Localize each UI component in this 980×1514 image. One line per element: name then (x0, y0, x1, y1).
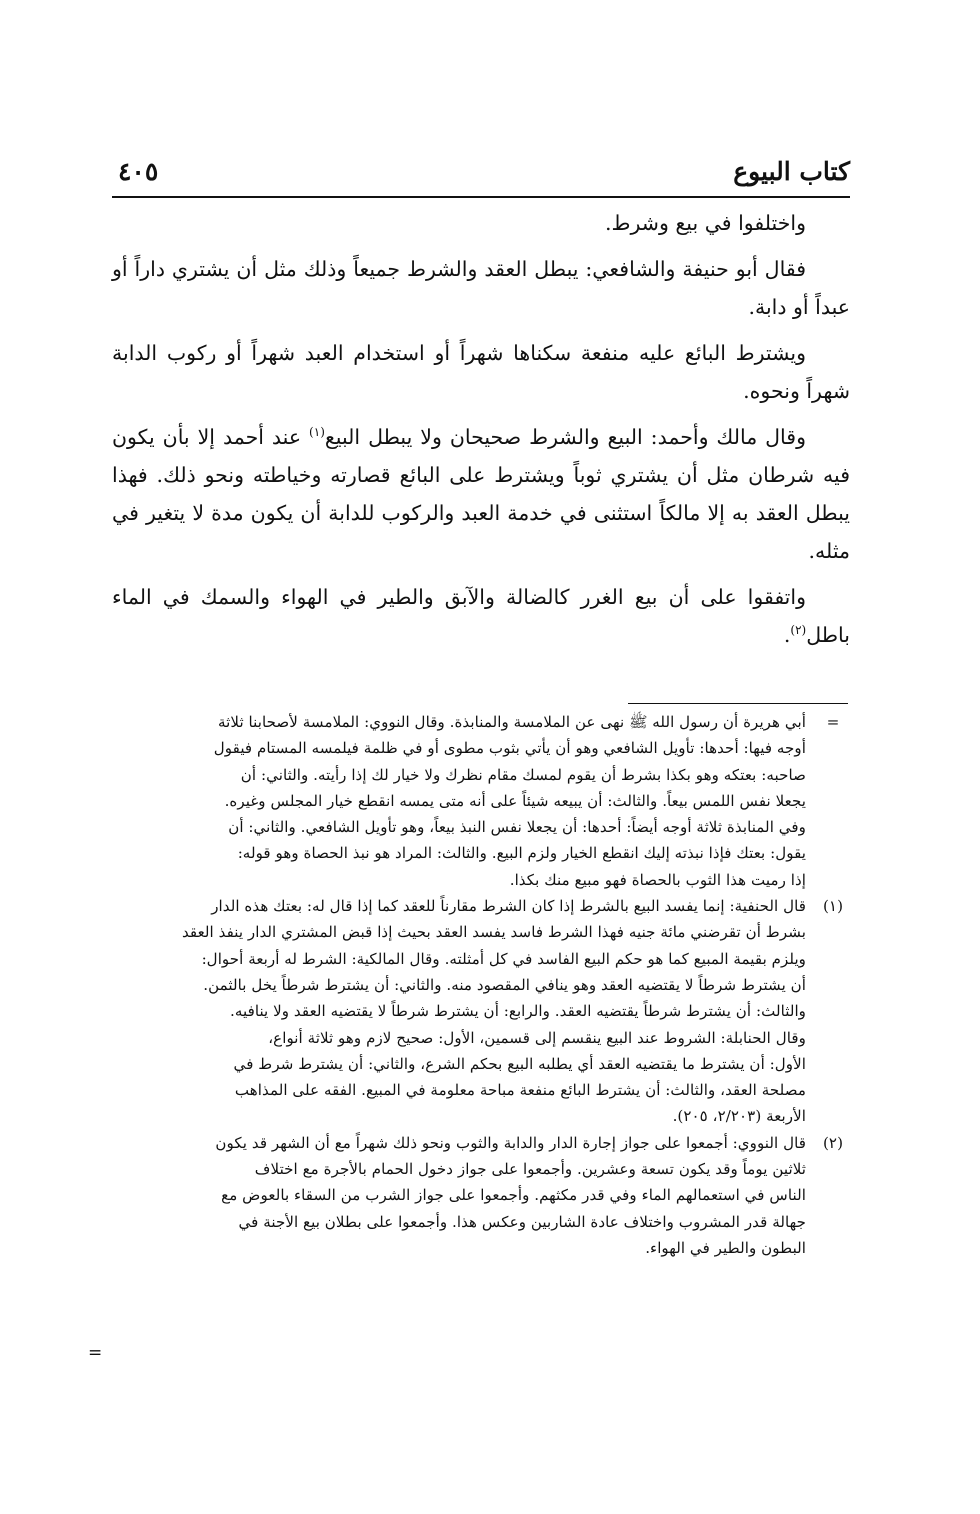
footnote-2 (112, 1130, 850, 1261)
paragraph-1: واختلفوا في بيع وشرط. (605, 211, 806, 235)
paragraph-5-text-end: . (783, 623, 791, 647)
footnote-line: بشرط أن تقرضني مائة جنيه فهذا الشرط فاسد يفسد العقد بحيث إذا قبض المشتري الدار ينفذ العقد (181, 923, 806, 942)
footnote-line: يجعلا نفس اللمس بيعاً. والثالث: أن يبيعه شيئاً على أنه متى يمسه انقطع خيار المجلس وغيره. (224, 791, 806, 810)
footnote-line: قال النووي: أجمعوا على جواز إجارة الدار والدابة والثوب ونحو ذلك شهراً مع أن الشهر قد يكون (215, 1133, 806, 1152)
footnote-continues-mark: = (88, 1343, 103, 1363)
footnote-line: قال الحنفية: إنما يفسد البيع بالشرط إذا كان الشرط مقارناً للعقد كما إذا قال له: بعتك هذه الدار (211, 897, 806, 916)
paragraph-3: ويشترط البائع عليه منفعة سكناها شهراً أو استخدام العبد شهراً أو ركوب الدابة شهراً ونحوه. (112, 341, 850, 403)
footnote-line: إذا رميت هذا الثوب بالحصاة فهو مبيع منك بكذا. (509, 870, 806, 889)
footnote-line: ثلاثين يوماً وقد يكون تسعة وعشرين. وأجمعوا على جواز دخول الحمام بالأجرة مع اختلاف (254, 1160, 806, 1179)
footnote-1 (112, 893, 850, 1130)
footnote-line: يقول: بعتك فإذا نبذته إليك انقطع الخيار ولزم البيع. والثالث: المراد هو نبذ الحصاة وهو قوله: (237, 844, 806, 863)
footnote-line: الناس في استعمالهم الماء وفي قدر مكثهم. وأجمعوا على جواز الشرب من السقاء بالعوض مع (221, 1186, 806, 1205)
main-text (112, 204, 850, 662)
footnote-line: والثالث: أن يشترط شرطاً يقتضيه العقد. والرابع: أن يشترط شرطاً لا يقتضيه العقد ولا ينافيه. (230, 1002, 806, 1021)
footnote-line: الأول: أن يشترط ما يقتضيه العقد أي يطلبه البيع بحكم الشرع، والثاني: أن يشترط شرط في (233, 1054, 806, 1073)
footnote-line: أبي هريرة أن رسول الله ﷺ نهى عن الملامسة والمنابذة. وقال النووي: الملامسة لأصحابنا ثلاثة (218, 713, 806, 731)
footnote-line: أوجه فيها: أحدها: تأويل الشافعي وهو أن يأتي بثوب مطوى أو في ظلمة فيلمسه المستام فيقول (213, 739, 806, 758)
footnote-continued (112, 709, 850, 893)
footnote-line: جهالة قدر المشروب واختلاف عادة الشاربين وعكس هذا. وأجمعوا على بطلان بيع الأجنة في (238, 1212, 806, 1231)
footnote-line: الأربعة (٢/٢٠٣، ٢٠٥). (672, 1107, 806, 1126)
paragraph-4 (112, 418, 850, 570)
footnote-line: صاحبه: بعتكه وهو بكذا بشرط أن يقوم لمسك مقام نظرك ولا خيار لك إذا رأيته. والثاني: أن (240, 765, 806, 784)
footnotes (112, 709, 850, 1261)
footnote-line: البطون والطير في الهواء. (645, 1238, 806, 1257)
footnote-ref-2[interactable]: (٢) (790, 623, 807, 638)
paragraph-5-text-start: واتفقوا على أن بيع الغرر كالضالة والآبق والطير في الهواء والسمك في الماء باطل (112, 585, 850, 647)
footnote-line: وقال الحنابلة: الشروط عند البيع ينقسم إلى قسمين، الأول: صحيح لازم وهو ثلاثة أنواع، (268, 1028, 806, 1047)
chapter-title: كتاب البيوع (733, 157, 850, 186)
footnote-line: وفي المنابذة ثلاثة أوجه أيضاً: أحدها: أن يجعلا نفس النبذ بيعاً، وهو تأويل الشافعي. والثاني: أن (228, 818, 806, 837)
footnote-1-mark: (١) (822, 897, 844, 916)
footnote-separator (628, 703, 848, 704)
footnote-ref-1[interactable]: (١) (309, 425, 325, 440)
header-rule (112, 196, 850, 198)
paragraph-4-text-start: وقال مالك وأحمد: البيع والشرط صحيحان ولا يبطل البيع (324, 425, 806, 449)
paragraph-5 (112, 578, 850, 654)
paragraph-2: فقال أبو حنيفة والشافعي: يبطل العقد والشرط جميعاً وذلك مثل أن يشتري داراً أو عبداً أو دابة. (112, 257, 850, 319)
footnote-line: ويلزم بقيمة المبيع كما هو حكم البيع الفاسد في كل أمثلته. وقال المالكية: الشرط له أربعة أحوال: (201, 949, 806, 968)
page-number: ٤٠٥ (118, 157, 159, 186)
footnote-line: مصلحة العقد، والثالث: أن يشترط البائع منفعة مباحة معلومة في المبيع. الفقه على المذاهب (234, 1081, 806, 1100)
running-header (112, 150, 850, 194)
footnote-2-mark: (٢) (822, 1133, 844, 1152)
paragraph-4-text-end: عند أحمد إلا بأن يكون فيه شرطان مثل أن يشتري ثوباً ويشترط على البائع قصارته وخياطته ونحو ذلك. فهذا يبطل العقد به إلا مالكاً استثنى في خدمة العبد والركوب للدابة أن يكون مدة لا يتغير في مثله. (112, 425, 850, 563)
footnote-continued-mark: = (826, 713, 840, 731)
footnote-line: أن يشترط شرطاً لا يقتضيه العقد وهو ينافي المقصود منه. والثاني: أن يشترط شرطاً يخل بالثمن. (203, 975, 806, 994)
